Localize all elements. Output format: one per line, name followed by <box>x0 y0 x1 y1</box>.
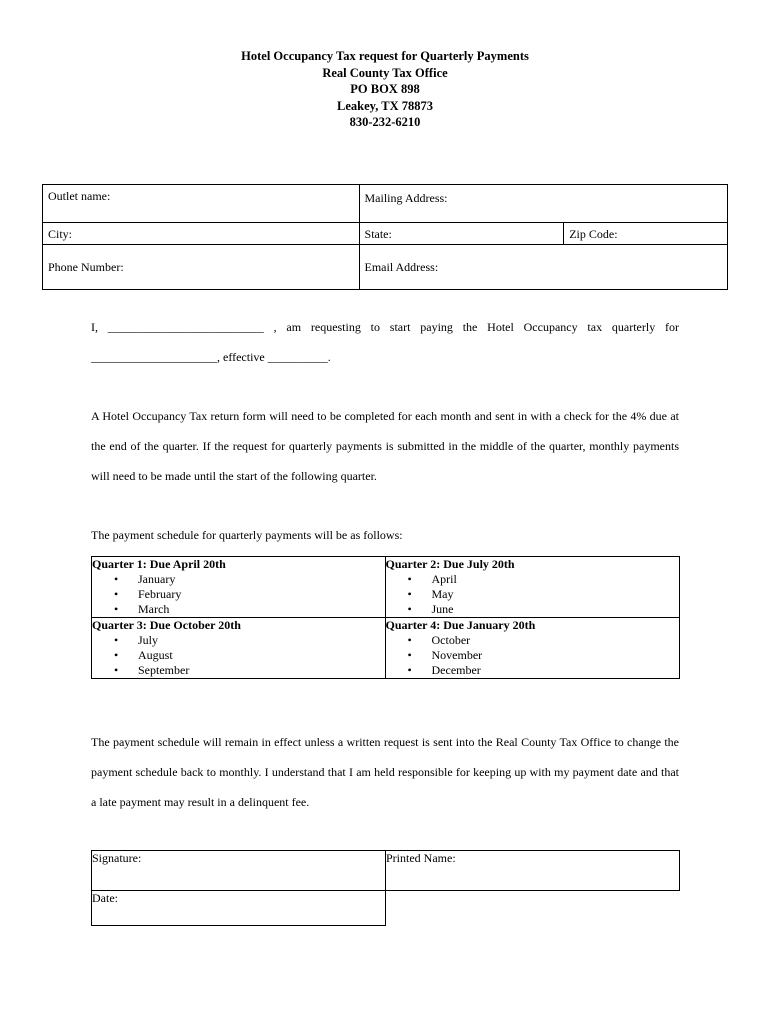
city-field[interactable] <box>43 223 360 245</box>
quarter-1-title: Quarter 1: Due April 20th <box>92 557 226 571</box>
return-form-paragraph: A Hotel Occupancy Tax return form will need to be completed for each month and sent in with a check for the 4% due at the end of the quarter. If the request for quarterly payments is submitted in the middle of the quarter, monthly payments will need to be made until the start of the following quarter. <box>91 409 679 483</box>
state-label: State: <box>364 227 392 241</box>
phone-number-label: Phone Number: <box>48 260 124 274</box>
office-name: Real County Tax Office <box>322 65 448 80</box>
document-header <box>0 48 770 131</box>
date-field[interactable] <box>92 891 386 926</box>
schedule-intro: The payment schedule for quarterly payments will be as follows: <box>91 528 403 542</box>
quarter-3-cell <box>92 618 386 679</box>
po-box: PO BOX 898 <box>350 82 420 96</box>
outlet-info-table <box>42 184 728 290</box>
printed-name-field[interactable] <box>386 851 680 891</box>
outlet-name-field[interactable] <box>43 185 360 223</box>
quarter-4-months <box>386 633 680 678</box>
date-label: Date: <box>92 891 118 905</box>
email-address-label: Email Address: <box>364 260 439 274</box>
mailing-address-label: Mailing Address: <box>364 191 448 205</box>
zip-code-field[interactable] <box>564 223 728 245</box>
request-line-2: _____________________, effective __________. <box>91 350 331 364</box>
month-item: • February <box>138 587 385 602</box>
quarter-3-months <box>92 633 385 678</box>
quarter-3-title: Quarter 3: Due October 20th <box>92 618 241 632</box>
month-item: • June <box>432 602 680 617</box>
quarter-4-title: Quarter 4: Due January 20th <box>385 618 536 632</box>
request-statement <box>91 312 679 372</box>
quarter-schedule-table <box>91 556 680 679</box>
phone-number-field[interactable] <box>43 245 360 290</box>
month-item: • September <box>138 663 385 678</box>
responsibility-paragraph: The payment schedule will remain in effect unless a written request is sent into the Real County Tax Office to change the payment schedule back to monthly. I understand that I am held responsible for keeping up with my payment date and that a late payment may result in a delinquent fee. <box>91 735 679 809</box>
outlet-name-label: Outlet name: <box>48 189 111 203</box>
quarter-2-title: Quarter 2: Due July 20th <box>385 557 515 571</box>
month-item: • January <box>138 572 385 587</box>
signature-field[interactable] <box>92 851 386 891</box>
month-item: • October <box>432 633 680 648</box>
city-label: City: <box>48 227 73 241</box>
quarter-1-cell <box>92 557 386 618</box>
signature-table <box>91 850 680 926</box>
request-line-1: I, __________________________ , am requesting to start paying the Hotel Occupancy tax quarterly for <box>91 320 679 334</box>
month-item: • August <box>138 648 385 663</box>
month-item: • April <box>432 572 680 587</box>
quarter-2-months <box>386 572 680 617</box>
mailing-address-field[interactable] <box>359 185 727 223</box>
month-item: • March <box>138 602 385 617</box>
document-title: Hotel Occupancy Tax request for Quarterly Payments <box>241 49 529 63</box>
signature-label: Signature: <box>92 851 142 865</box>
zip-code-label: Zip Code: <box>569 227 618 241</box>
month-item: • July <box>138 633 385 648</box>
empty-cell <box>386 891 680 926</box>
office-phone: 830-232-6210 <box>349 115 421 129</box>
quarter-1-months <box>92 572 385 617</box>
month-item: • December <box>432 663 680 678</box>
month-item: • November <box>432 648 680 663</box>
state-field[interactable] <box>359 223 564 245</box>
email-address-field[interactable] <box>359 245 727 290</box>
city-state-zip: Leakey, TX 78873 <box>337 98 433 113</box>
quarter-4-cell <box>385 618 680 679</box>
quarter-2-cell <box>385 557 680 618</box>
month-item: • May <box>432 587 680 602</box>
printed-name-label: Printed Name: <box>386 851 456 865</box>
